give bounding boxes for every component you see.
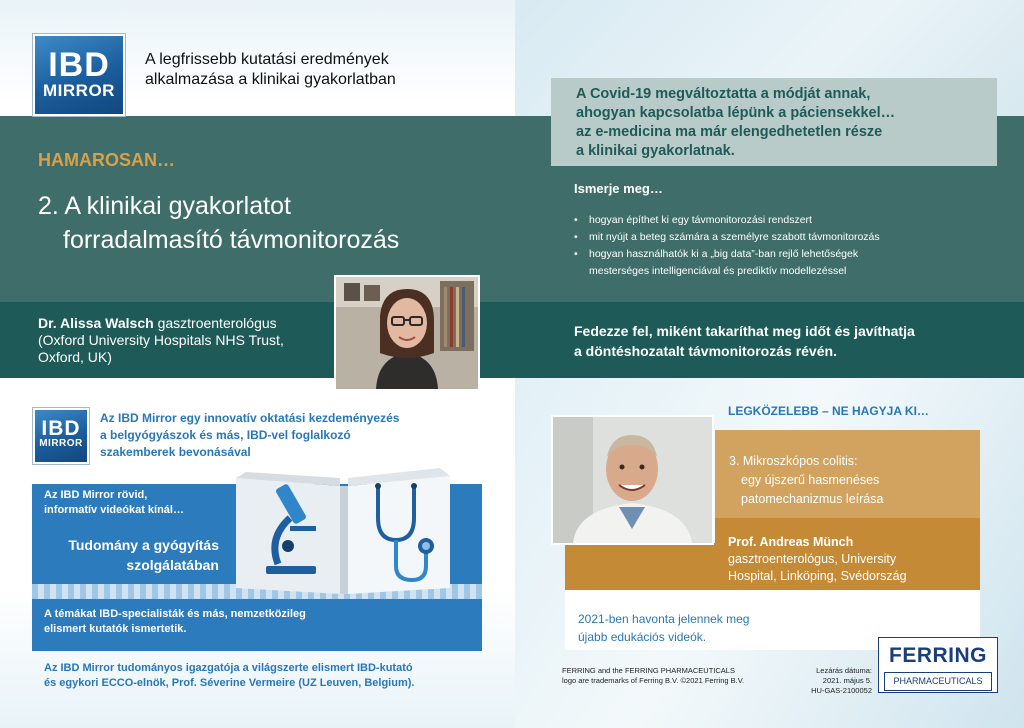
director-text xyxy=(44,661,414,691)
next-speaker xyxy=(728,534,907,585)
trademark-line: FERRING and the FERRING PHARMACEUTICALS xyxy=(562,666,735,675)
topic-line: egy újszerű hasmenéses xyxy=(741,473,880,487)
speaker-name: Dr. Alissa Walsch xyxy=(38,315,154,331)
trademark-line: logo are trademarks of Ferring B.V. ©2021 Ferring B.V. xyxy=(562,676,745,685)
covid-line: ahogyan kapcsolatba lépünk a páciensekkel… xyxy=(576,105,896,121)
learn-bullet: • hogyan építhet ki egy távmonitorozási rendszert xyxy=(574,212,1014,229)
open-book-illustration xyxy=(228,448,458,598)
ferring-sub: PHARMACEUTICALS xyxy=(884,672,992,691)
specialists-text xyxy=(44,607,306,637)
learn-heading: Ismerje meg… xyxy=(574,181,663,196)
discover-line: a döntéshozatalt távmonitorozás révén. xyxy=(574,343,837,359)
next-topic xyxy=(729,452,883,509)
initiative-line: a belgyógyászok és más, IBD-vel foglalkozó xyxy=(100,428,351,442)
director-line: Az IBD Mirror tudományos igazgatója a világszerte elismert IBD-kutató xyxy=(44,662,413,674)
closing-line: 2021. május 5. xyxy=(822,676,872,685)
covid-callout xyxy=(551,78,997,166)
discover-line: Fedezze fel, miként takaríthat meg időt és javíthatja xyxy=(574,323,915,339)
closing-date xyxy=(796,666,872,696)
tagline xyxy=(145,50,396,90)
learn-bullet-continuation xyxy=(574,263,1014,280)
tagline-line: alkalmazása a klinikai gyakorlatban xyxy=(145,71,396,88)
coming-soon-label: HAMAROSAN… xyxy=(38,150,175,170)
next-heading: LEGKÖZELEBB – NE HAGYJA KI… xyxy=(728,404,929,418)
covid-line: A Covid-19 megváltoztatta a módját annak, xyxy=(576,86,871,102)
covid-line: az e-medicina ma már elengedhetetlen része xyxy=(576,124,883,140)
speaker-photo-munch xyxy=(551,415,714,545)
videos-line: informatív videókat kínál… xyxy=(44,504,184,516)
ferring-name: FERRING xyxy=(889,644,987,667)
closing-line: Lezárás dátuma: xyxy=(816,666,872,675)
speaker-photo-walsch xyxy=(334,275,480,391)
trademark-notice xyxy=(562,666,744,686)
logo-ibd-text: IBD xyxy=(48,46,110,84)
closing-line: HU-GAS-2100052 xyxy=(811,686,872,695)
learn-bullets xyxy=(574,212,1014,280)
discover-text xyxy=(574,321,915,361)
speaker-role: gasztroenterológus xyxy=(153,315,277,331)
director-line: és egykori ECCO-elnök, Prof. Séverine Vermeire (UZ Leuven, Belgium). xyxy=(44,677,415,689)
speaker-walsch xyxy=(38,315,284,366)
topic-line: patomechanizmus leírása xyxy=(741,492,884,506)
covid-line: a klinikai gyakorlatnak. xyxy=(576,143,735,159)
videos-line: Az IBD Mirror rövid, xyxy=(44,489,148,501)
logo-mirror-text: MIRROR xyxy=(39,438,83,449)
science-slogan xyxy=(44,535,219,575)
next-speaker-name: Prof. Andreas Münch xyxy=(728,535,854,549)
ibd-mirror-small-logo xyxy=(33,408,89,464)
episode-title-line: 2. A klinikai gyakorlatot xyxy=(38,192,291,220)
learn-bullet: • mit nyújt a beteg számára a személyre szabott távmonitorozás xyxy=(574,229,1014,246)
specialists-line: A témákat IBD-specialisták és más, nemzetközileg xyxy=(44,608,306,620)
specialists-line: elismert kutatók ismertetik. xyxy=(44,623,187,635)
monthly-text xyxy=(578,610,749,646)
next-speaker-line: gasztroenterológus, University xyxy=(728,552,897,566)
learn-bullet-text: mesterséges intelligenciával és prediktív modellezéssel xyxy=(589,265,847,277)
episode-title xyxy=(38,189,399,257)
speaker-affiliation: (Oxford University Hospitals NHS Trust, xyxy=(38,332,284,348)
videos-intro xyxy=(44,488,184,518)
monthly-line: újabb edukációs videók. xyxy=(578,630,707,644)
science-line: Tudomány a gyógyítás xyxy=(68,537,219,553)
monthly-line: 2021-ben havonta jelennek meg xyxy=(578,612,750,626)
episode-title-line: forradalmasító távmonitorozás xyxy=(63,226,400,254)
learn-bullet: • hogyan használhatók ki a „big data”-ban rejlő lehetőségek xyxy=(574,246,1014,263)
speaker-affiliation: Oxford, UK) xyxy=(38,349,112,365)
speaker-name-line xyxy=(38,315,284,332)
ibd-mirror-logo xyxy=(33,34,125,116)
logo-mirror-text: MIRROR xyxy=(43,81,115,100)
initiative-line: Az IBD Mirror egy innovatív oktatási kezdeményezés xyxy=(100,411,400,425)
science-line: szolgálatában xyxy=(126,557,219,573)
next-speaker-line: Hospital, Linköping, Svédország xyxy=(728,569,907,583)
next-speaker-box-extension xyxy=(565,543,715,590)
logo-ibd-text: IBD xyxy=(41,417,81,440)
topic-line: 3. Mikroszkópos colitis: xyxy=(729,454,858,468)
tagline-line: A legfrissebb kutatási eredmények xyxy=(145,51,389,68)
initiative-line: szakemberek bevonásával xyxy=(100,445,251,459)
ferring-logo xyxy=(878,637,998,693)
